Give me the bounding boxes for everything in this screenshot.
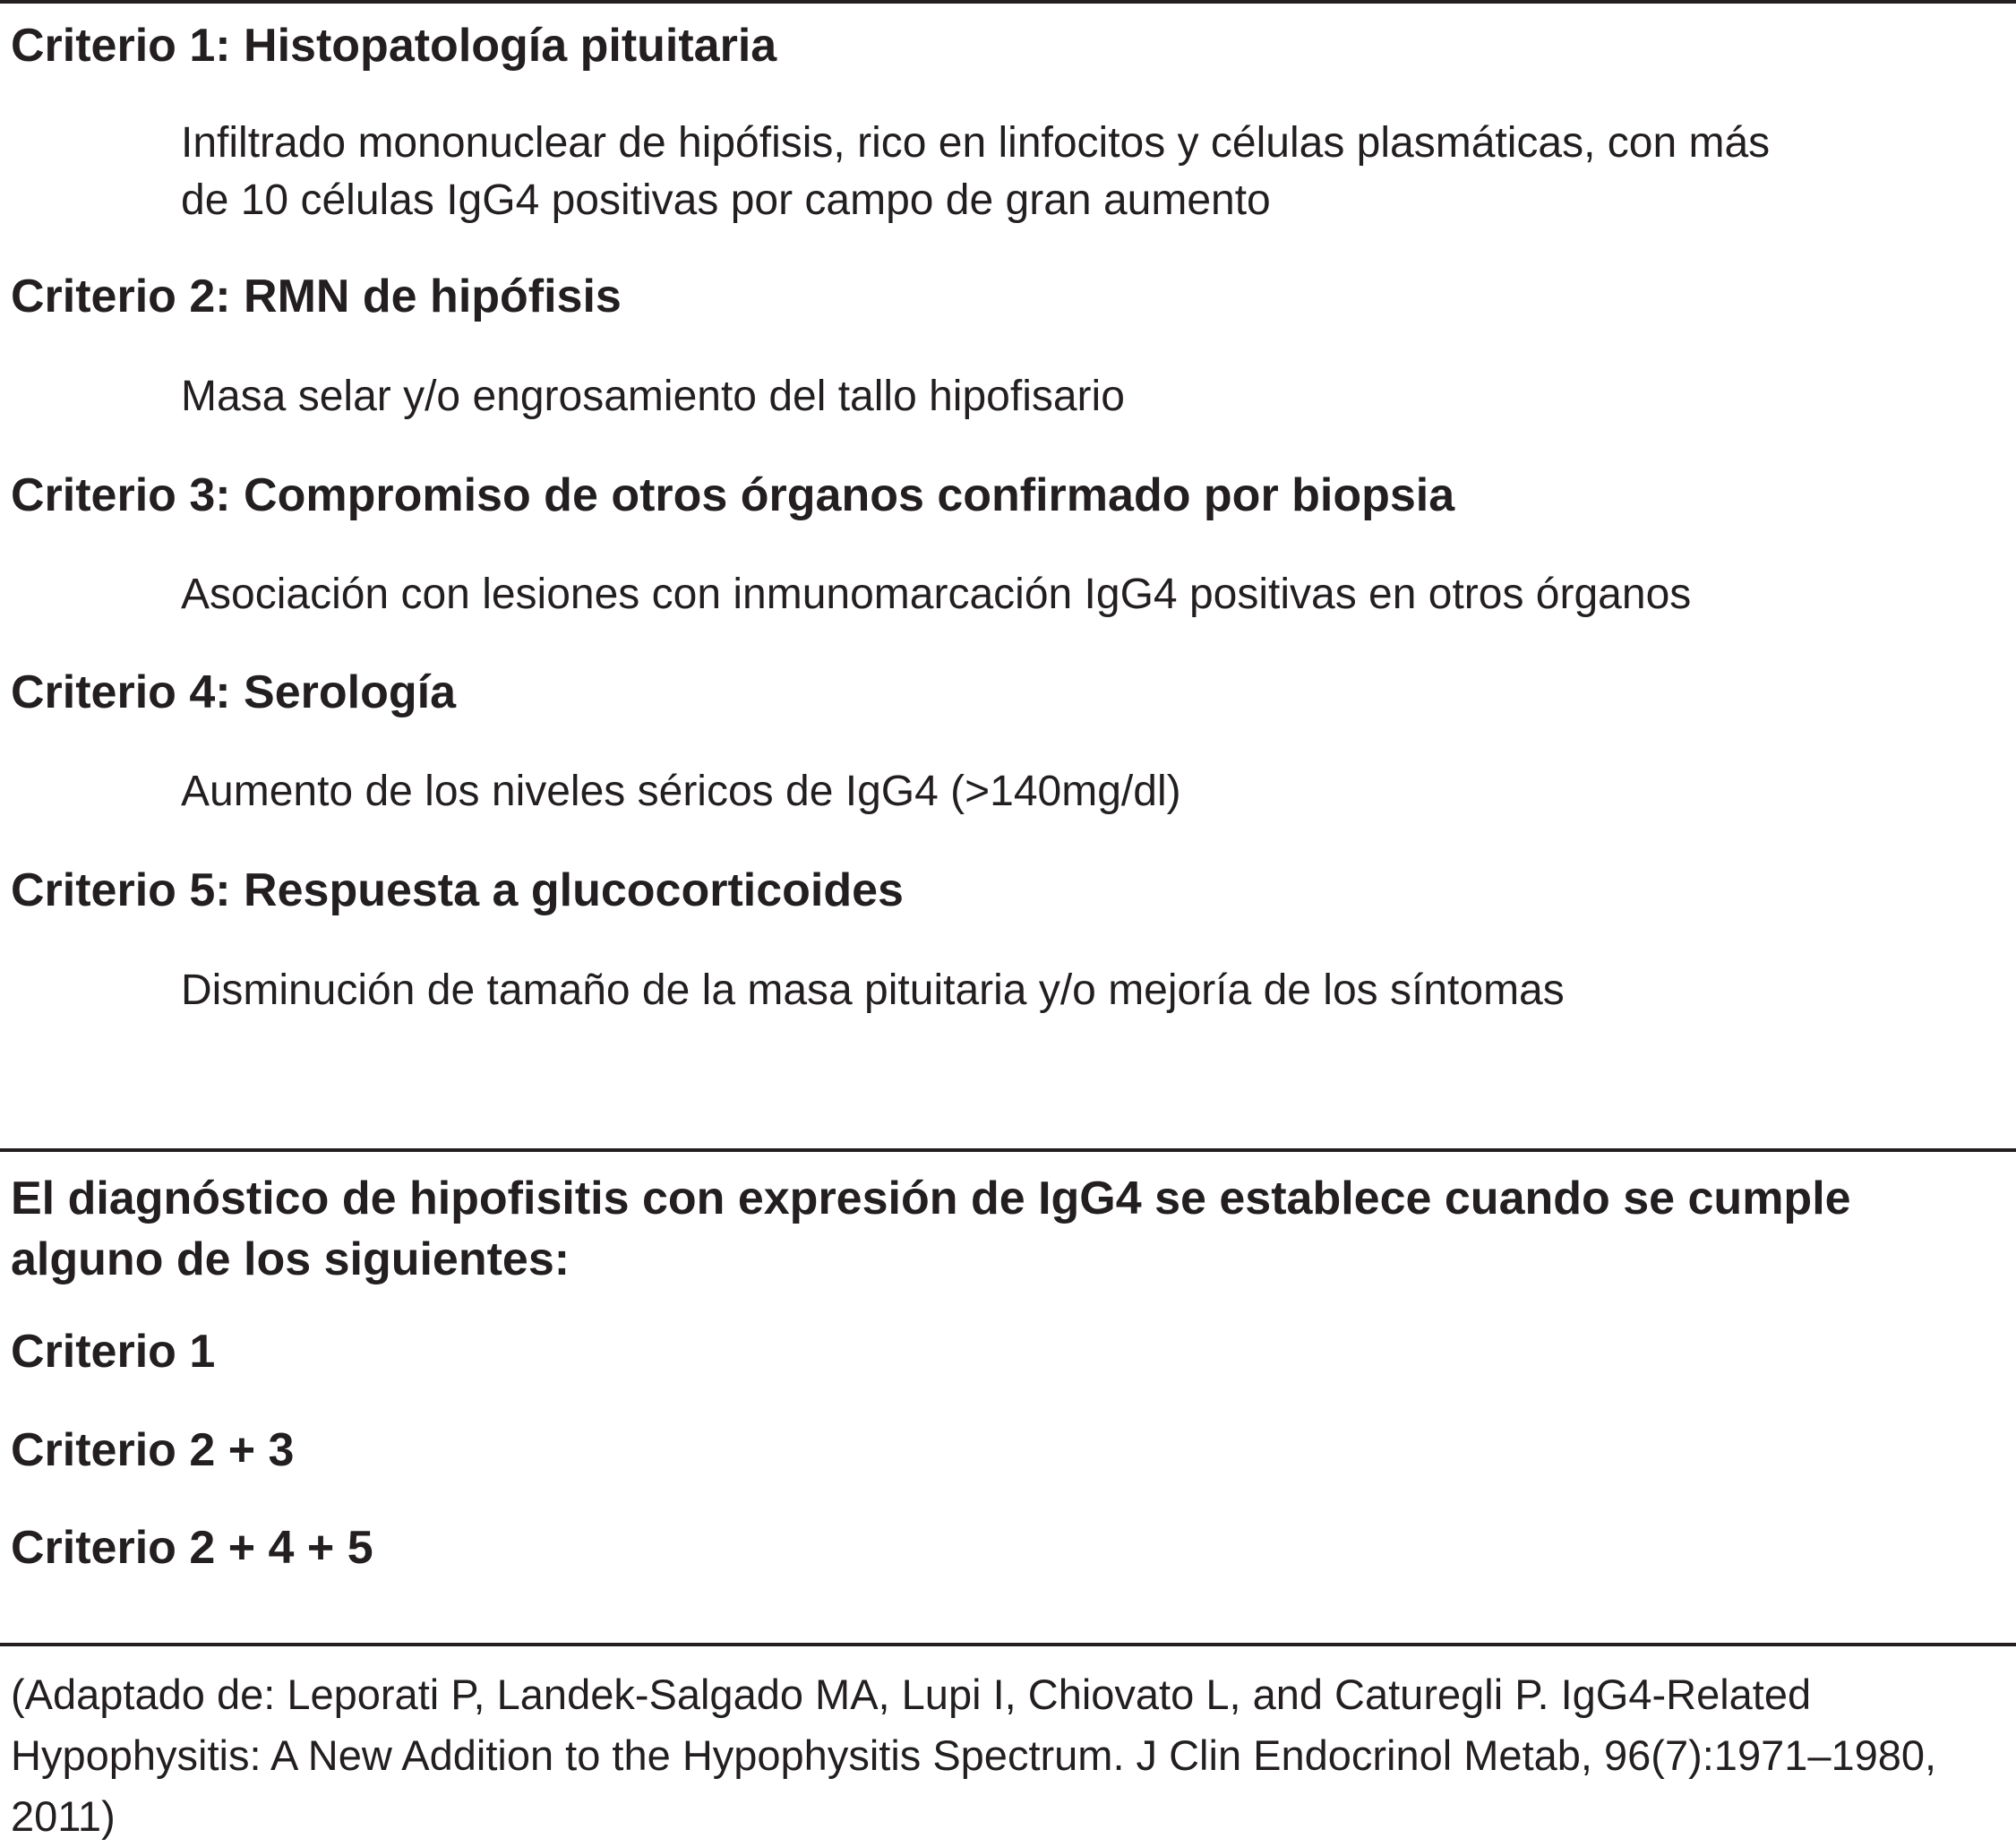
criterion-1-title: Criterio 1: Histopatología pituitaria — [11, 20, 777, 72]
criterion-4-description — [181, 763, 1181, 820]
diagnosis-heading-line: alguno de los siguientes: — [11, 1233, 570, 1285]
section-divider — [0, 1148, 2016, 1152]
citation-line: (Adaptado de: Leporati P, Landek-Salgado MA, Lupi I, Chiovato L, and Caturegli P. IgG4-Related — [11, 1671, 1812, 1718]
citation-line: 2011) — [11, 1792, 116, 1840]
top-rule — [0, 0, 2016, 4]
diagnosis-option-1: Criterio 1 — [11, 1326, 216, 1378]
citation-line: Hypophysitis: A New Addition to the Hypophysitis Spectrum. J Clin Endocrinol Metab, 96(7):1971–1980, — [11, 1731, 1937, 1779]
criterion-5-title: Criterio 5: Respuesta a glucocorticoides — [11, 864, 904, 916]
criterion-3-title: Criterio 3: Compromiso de otros órganos confirmado por biopsia — [11, 469, 1455, 521]
criterion-4-description-line: Aumento de los niveles séricos de IgG4 (>140mg/dl) — [181, 768, 1181, 815]
criterion-1-description-line: Infiltrado mononuclear de hipófisis, rico en linfocitos y células plasmáticas, con más — [181, 119, 1771, 167]
bottom-rule — [0, 1643, 2016, 1646]
criterion-5-description — [181, 962, 1565, 1019]
criterion-5-description-line: Disminución de tamaño de la masa pituitaria y/o mejoría de los síntomas — [181, 966, 1565, 1014]
diagnosis-heading — [11, 1168, 1851, 1290]
criterion-3-description — [181, 566, 1691, 623]
criterion-4-title: Criterio 4: Serología — [11, 666, 456, 718]
citation — [11, 1664, 2016, 1847]
criterion-2-description-line: Masa selar y/o engrosamiento del tallo hipofisario — [181, 373, 1125, 420]
criterion-1-description-line: de 10 células IgG4 positivas por campo de gran aumento — [181, 176, 1271, 224]
criterion-1-description — [181, 115, 1770, 229]
diagnosis-option-2: Criterio 2 + 3 — [11, 1424, 295, 1476]
diagnosis-option-3: Criterio 2 + 4 + 5 — [11, 1522, 373, 1574]
criterion-2-description — [181, 368, 1125, 425]
criterion-3-description-line: Asociación con lesiones con inmunomarcación IgG4 positivas en otros órganos — [181, 571, 1692, 618]
criterion-2-title: Criterio 2: RMN de hipófisis — [11, 271, 622, 322]
diagnosis-heading-line: El diagnóstico de hipofisitis con expresión de IgG4 se establece cuando se cumple — [11, 1173, 1851, 1224]
